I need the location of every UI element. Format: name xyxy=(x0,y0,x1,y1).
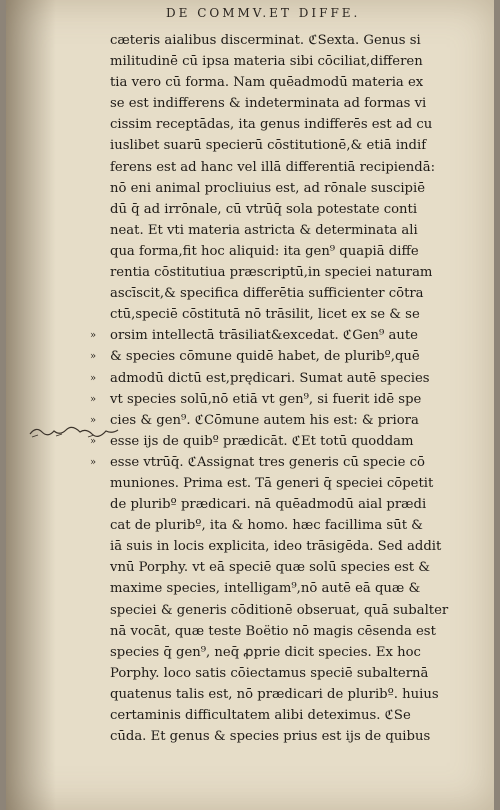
text-line: cūda. Et genus & species prius est ijs de quibus xyxy=(110,729,431,745)
text-line: speciei & generis cōditionē obseruat, quā subalter xyxy=(110,602,449,618)
quote-marker: » xyxy=(90,435,97,447)
text-line: iā suis in locis explicita, ideo trāsigēda. Sed addit xyxy=(110,539,442,555)
text-line: dū q̄ ad irrōnale, cū vtrūq̄ sola potestate conti xyxy=(110,201,418,217)
text-line: ctū,speciē cōstitutā nō trāsilit, licet ex se & se xyxy=(110,307,420,323)
text-line: nā vocāt, quæ teste Boëtio nō magis cēsenda est xyxy=(110,623,436,639)
text-line: maxime species, intelligam⁹,nō autē eā quæ & xyxy=(110,581,421,597)
text-line: quatenus talis est, nō prædicari de pluribº. huius xyxy=(110,686,439,702)
quote-marker: » xyxy=(90,330,97,342)
text-line: » & species cōmune quidē habet, de pluribº,quē xyxy=(110,346,470,367)
quote-marker: » xyxy=(90,456,97,468)
text-line: certaminis difficultatem alibi deteximus. ℭSe xyxy=(110,708,411,723)
text-line: cæteris aialibus discerminat. ℭSexta. Genus si xyxy=(110,33,421,48)
text-line: vnū Porphy. vt eā speciē quæ solū species est & xyxy=(110,560,430,576)
text-column xyxy=(90,30,470,747)
text-line: » admodū dictū est,prędicari. Sumat autē species xyxy=(110,368,470,389)
text-line: rentia cōstitutiua præscriptū,in speciei naturam xyxy=(110,265,433,281)
text-line: nō eni animal procliuius est, ad rōnale suscipiē xyxy=(110,180,426,196)
text-line: » esse vtrūq̄. ℭAssignat tres generis cū specie cō xyxy=(110,452,470,473)
text-line: Porphy. loco satis cōiectamus speciē subalternā xyxy=(110,665,429,681)
text-line: species q̄ gen⁹, neq̄ ꝓprie dicit species. Ex hoc xyxy=(110,644,421,660)
text-line: de pluribº prædicari. nā quēadmodū aial prædi xyxy=(110,497,427,513)
text-line: qua forma,fit hoc aliquid: ita gen⁹ quapiā diffe xyxy=(110,243,419,259)
text-line: cissim receptādas, ita genus indifferēs est ad cu xyxy=(110,117,433,133)
text-line: » cies & gen⁹. ℭCōmune autem his est: & priora xyxy=(110,410,470,431)
text-line: se est indifferens & indeterminata ad formas vi xyxy=(110,96,427,112)
text-line: » orsim intellectā trāsiliat&excedat. ℭGen⁹ aute xyxy=(110,325,470,346)
text-line: » esse ijs de quibº prædicāt. ℭEt totū quoddam xyxy=(110,431,470,452)
running-header: DE COMMV.ET DIFFE. xyxy=(166,6,361,20)
text-line: » vt species solū,nō etiā vt gen⁹, si fuerit idē spe xyxy=(110,389,470,410)
text-line: militudinē cū ipsa materia sibi cōciliat,differen xyxy=(110,54,423,70)
text-line: cat de pluribº, ita & homo. hæc facillima sūt & xyxy=(110,518,423,534)
text-line: tia vero cū forma. Nam quēadmodū materia ex xyxy=(110,75,424,91)
text-line: muniones. Prima est. Tā generi q̄ speciei cōpetit xyxy=(110,475,434,491)
text-line: neat. Et vti materia astricta & determinata ali xyxy=(110,222,418,238)
quote-marker: » xyxy=(90,414,97,426)
quote-marker: » xyxy=(90,372,97,384)
quote-marker: » xyxy=(90,351,97,363)
text-line: iuslibet suarū specierū cōstitutionē,& etiā indif xyxy=(110,138,427,154)
text-line: ferens est ad hanc vel illā differentiā recipiendā: xyxy=(110,159,436,175)
text-line: ascīscit,& specifica differētia sufficienter cōtra xyxy=(110,286,424,302)
quote-marker: » xyxy=(90,393,97,405)
marginal-scribble-drawing xyxy=(28,422,120,442)
book-page xyxy=(6,0,494,810)
